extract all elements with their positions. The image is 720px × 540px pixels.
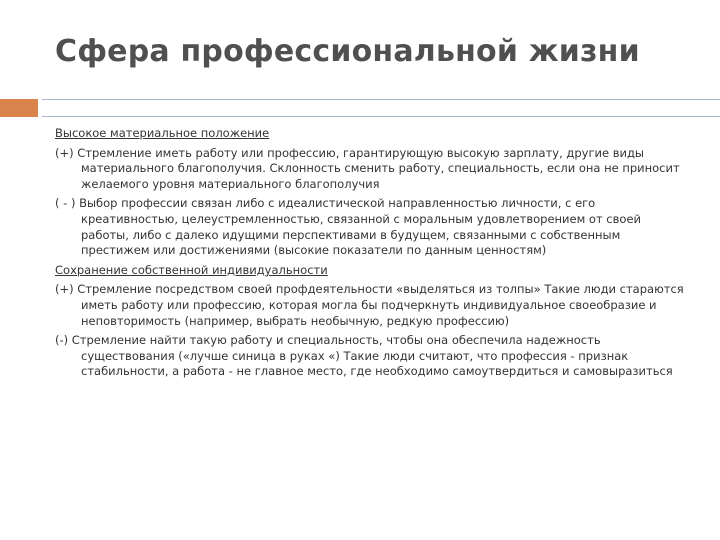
section-item-individuality-negative: (-) Стремление найти такую работу и специальность, чтобы она обеспечила надежность существования («лучше синица в руках «) Такие люди считают, что профессия - признак стабильности, а работа - не главное место, где необходимо самоутвердиться и самовыразиться — [55, 333, 673, 379]
section-item-material-negative: ( ‑ ) Выбор профессии связан либо с идеалистической направленностью личности, с его креативностью, целеустремленностью, связанной с моральным удовлетворением от своей работы, либо с далеко идущими перспективами в будущем, связанными с собственным престижем или достижениями (высокие показатели по данным ценностям) — [55, 196, 641, 258]
title-accent-block — [0, 99, 38, 117]
title-divider-bar — [42, 99, 720, 117]
slide-body — [55, 126, 685, 384]
section-item-individuality-positive: (+) Стремление посредством своей профдеятельности «выделяться из толпы» Такие люди стараются иметь работу или профессию, которая могла бы подчеркнуть индивидуальное своеобразие и неповторимость (например, выбрать необычную, редкую профессию) — [55, 282, 684, 328]
section-heading-individuality: Сохранение собственной индивидуальности — [55, 262, 328, 277]
section-item-material-positive: (+) Стремление иметь работу или профессию, гарантирующую высокую зарплату, другие виды материального благополучия. Склонность сменить работу, специальность, если она не приносит желаемого уровня материального благополучия — [55, 145, 680, 191]
slide-title: Сфера профессиональной жизни — [55, 34, 640, 69]
section-heading-material: Высокое материальное положение — [55, 126, 270, 140]
